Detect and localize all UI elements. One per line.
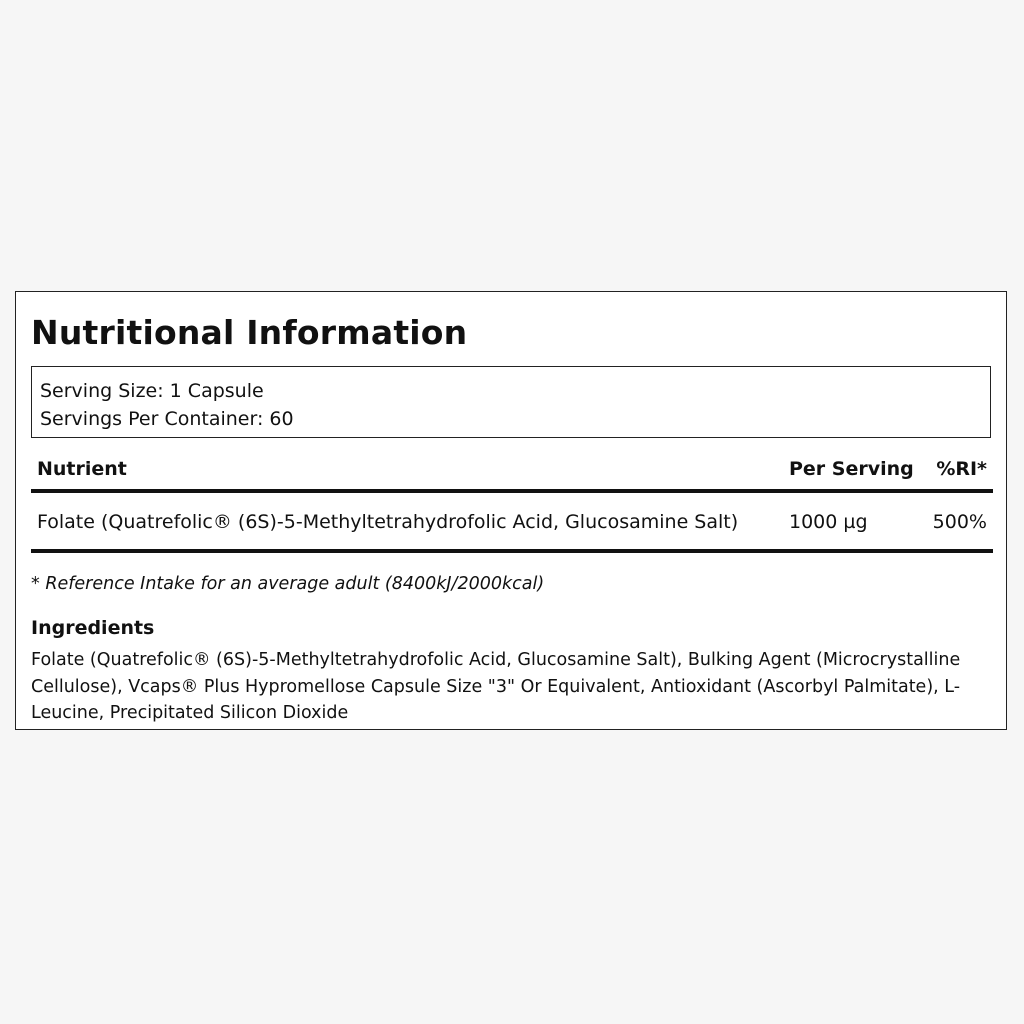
nutrient-name: Folate (Quatrefolic® (6S)-5-Methyltetrahydrofolic Acid, Glucosamine Salt): [31, 491, 783, 551]
ingredients-text: Folate (Quatrefolic® (6S)-5-Methyltetrahydrofolic Acid, Glucosamine Salt), Bulking Agent (Microcrystalline Cellulose), Vcaps® Plus Hypromellose Capsule Size "3" Or Equivalent, Antioxidant (Ascorbyl Palmitate), L-Leucine, Precipitated Silicon Dioxide: [31, 650, 961, 723]
nutrient-per-serving: 1000 µg: [783, 491, 925, 551]
serving-size: Serving Size: 1 Capsule: [40, 380, 264, 402]
page-title: Nutritional Information: [31, 313, 468, 352]
reference-intake-note: * Reference Intake for an average adult (8400kJ/2000kcal): [31, 574, 545, 594]
nutrient-ri: 500%: [925, 491, 993, 551]
header-nutrient: Nutrient: [31, 456, 783, 491]
header-ri: %RI*: [925, 456, 993, 491]
table-header-row: [31, 456, 993, 491]
nutrient-table: [31, 456, 993, 553]
nutrition-panel: [15, 291, 1007, 730]
table-row: [31, 491, 993, 551]
serving-info-box: [31, 366, 991, 438]
servings-per-container: Servings Per Container: 60: [40, 408, 294, 430]
header-per-serving: Per Serving: [783, 456, 925, 491]
ingredients-heading: Ingredients: [31, 617, 155, 639]
